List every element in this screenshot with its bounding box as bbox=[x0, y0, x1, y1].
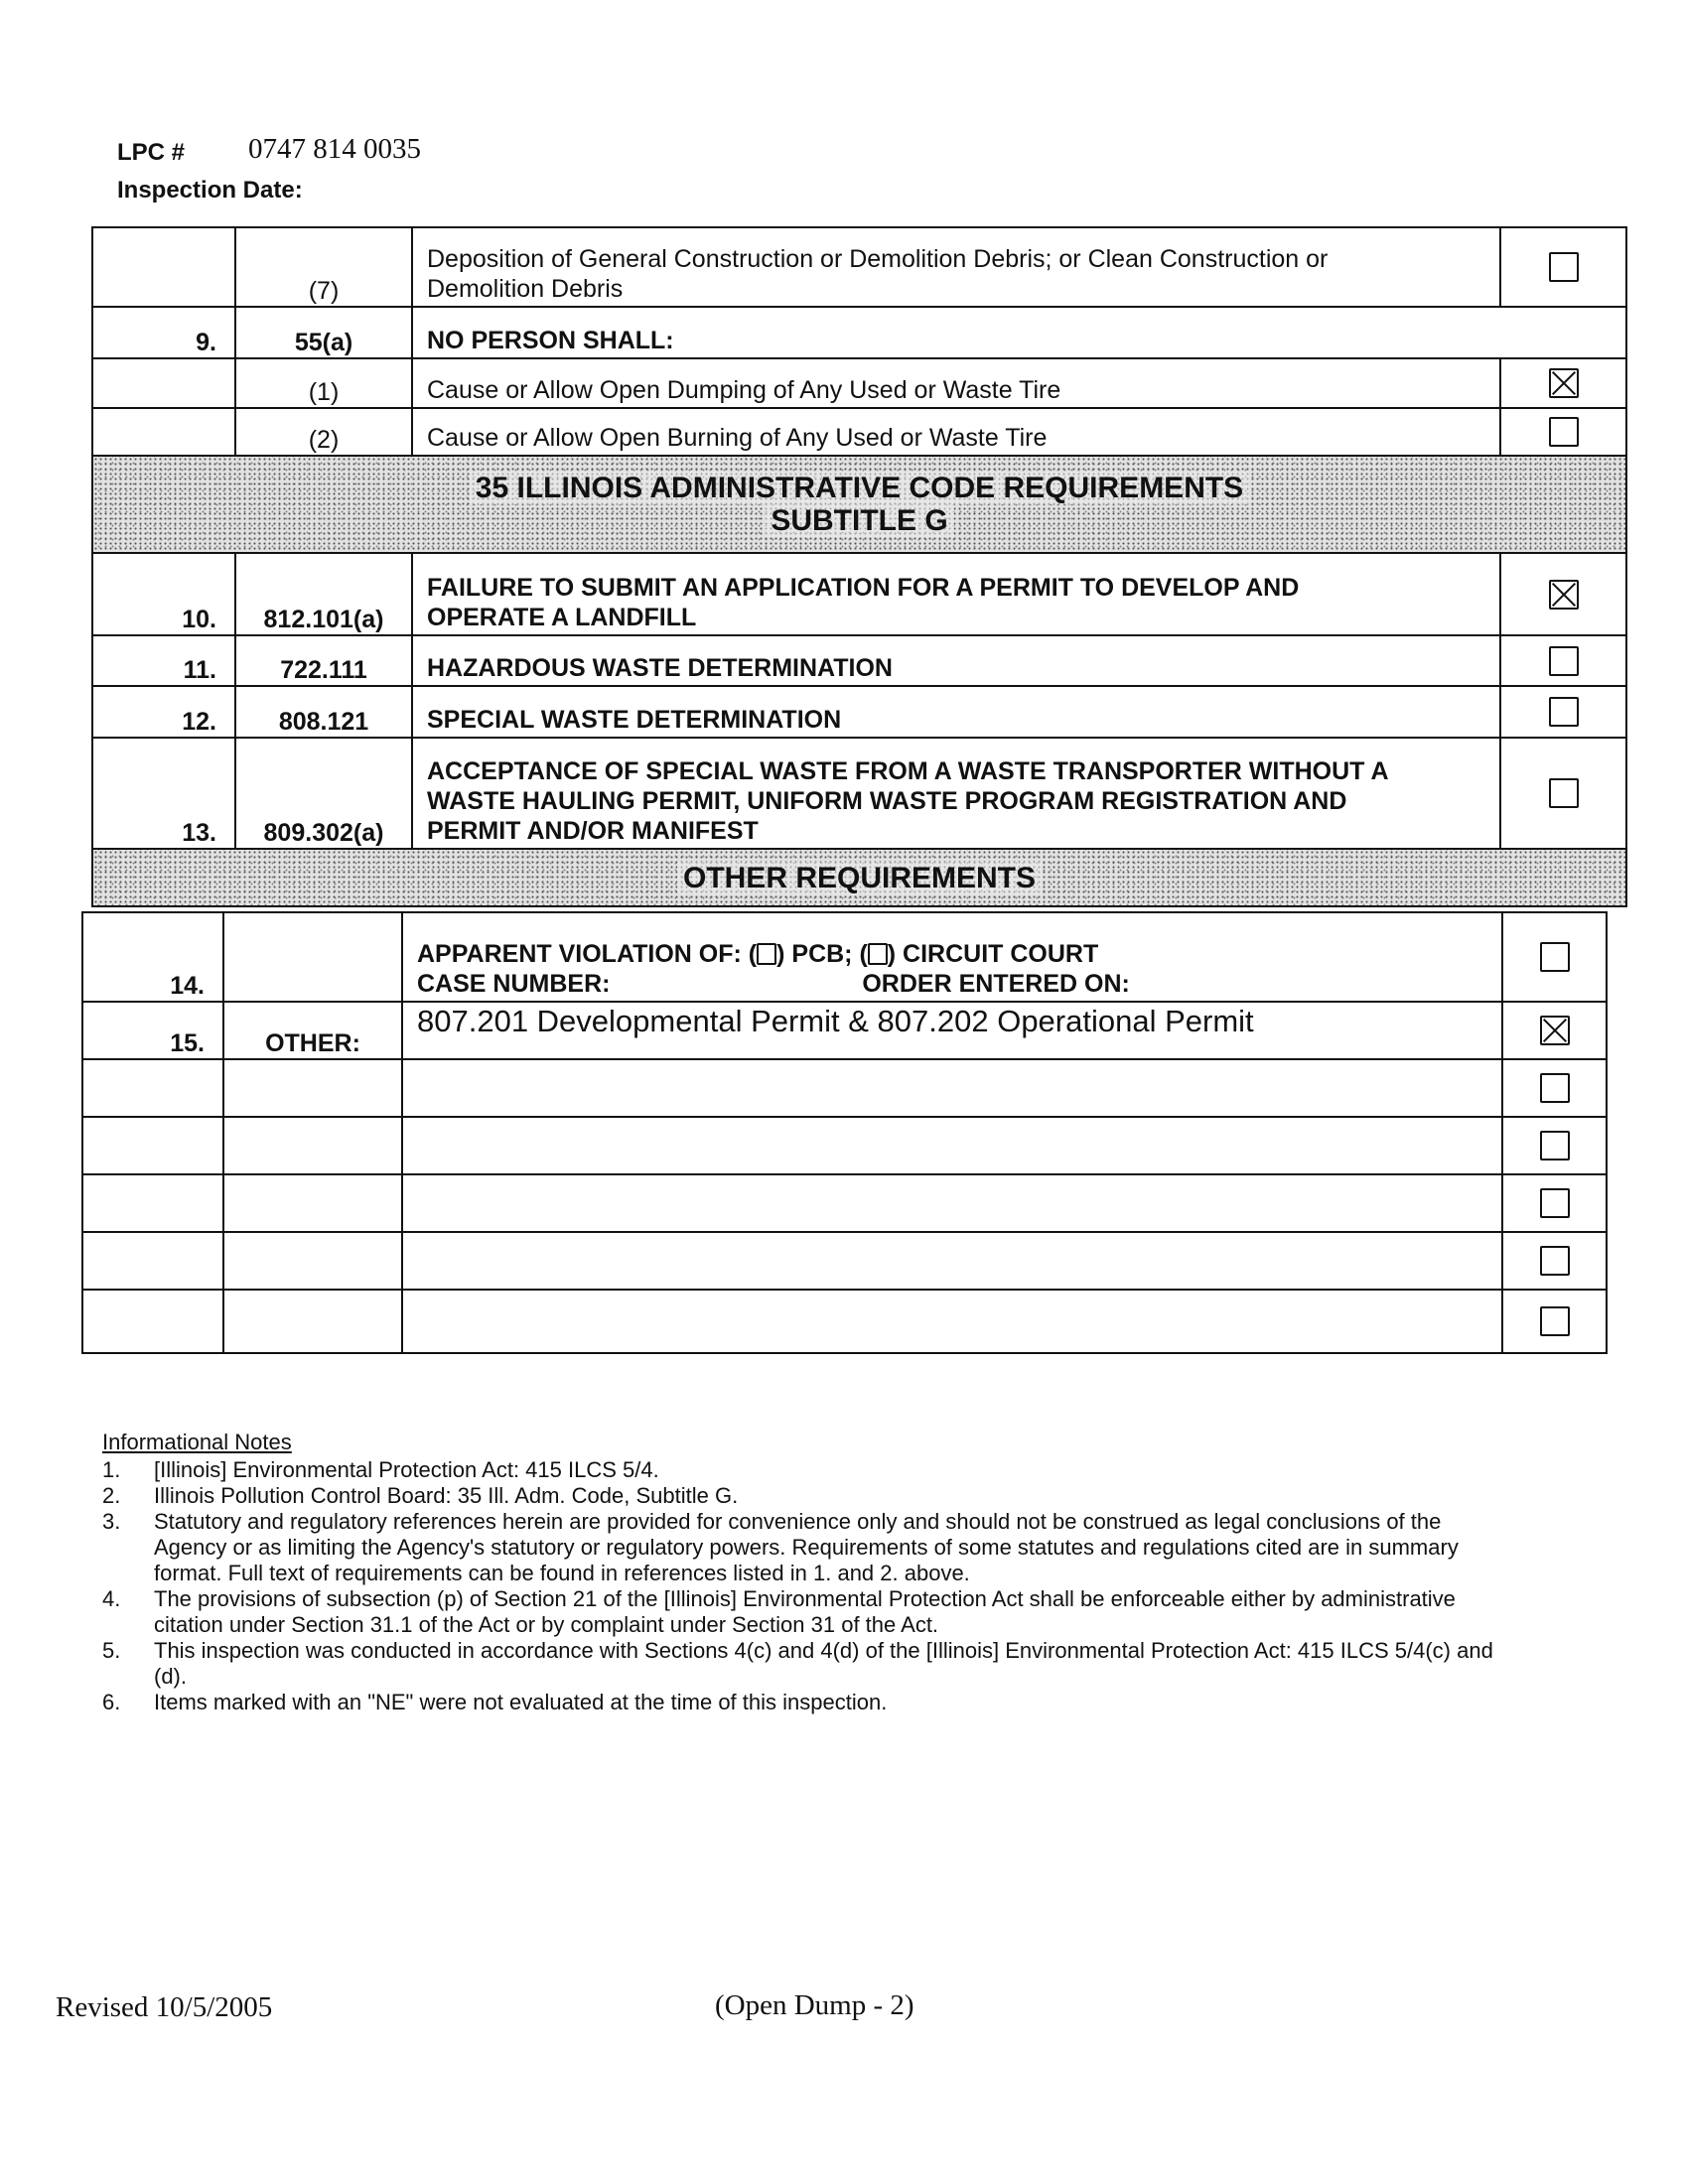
table-row bbox=[92, 307, 1626, 358]
list-item bbox=[102, 1638, 1512, 1690]
page-label: (Open Dump - 2) bbox=[715, 1989, 914, 2021]
table-row bbox=[82, 1232, 1607, 1290]
section-ref: (7) bbox=[235, 227, 412, 307]
row-number bbox=[92, 227, 235, 307]
requirement-description bbox=[412, 738, 1500, 849]
table-row bbox=[92, 358, 1626, 408]
table-row bbox=[82, 912, 1607, 1002]
violation-checkbox-checked[interactable] bbox=[1549, 368, 1579, 398]
banner-title: OTHER REQUIREMENTS bbox=[677, 862, 1042, 894]
table-row bbox=[92, 227, 1626, 307]
requirement-description: Cause or Allow Open Burning of Any Used or Waste Tire bbox=[412, 408, 1500, 456]
table-row bbox=[82, 1174, 1607, 1232]
checkbox-cell bbox=[1500, 408, 1626, 456]
violation-checkbox[interactable] bbox=[1540, 1073, 1570, 1103]
violation-checkbox[interactable] bbox=[1540, 1246, 1570, 1276]
section-ref: 809.302(a) bbox=[235, 738, 412, 849]
note-number: 6. bbox=[102, 1690, 121, 1714]
pcb-checkbox[interactable] bbox=[757, 943, 776, 965]
section-ref: 812.101(a) bbox=[235, 553, 412, 635]
inspection-date-label: Inspection Date: bbox=[117, 177, 303, 204]
checkbox-cell bbox=[1502, 1059, 1607, 1117]
case-line bbox=[417, 969, 1487, 999]
table-row bbox=[92, 686, 1626, 738]
violation-checkbox[interactable] bbox=[1549, 778, 1579, 808]
informational-notes bbox=[102, 1430, 1512, 1715]
checkbox-cell bbox=[1502, 1117, 1607, 1174]
note-text: Items marked with an "NE" were not evaluated at the time of this inspection. bbox=[154, 1690, 888, 1714]
violation-checkbox[interactable] bbox=[1549, 646, 1579, 676]
violation-checkbox[interactable] bbox=[1540, 1188, 1570, 1218]
row-number: 15. bbox=[82, 1002, 223, 1059]
row-number: 10. bbox=[92, 553, 235, 635]
table-row bbox=[82, 1002, 1607, 1059]
section-ref bbox=[223, 912, 402, 1002]
violation-checkbox[interactable] bbox=[1540, 1306, 1570, 1336]
order-entered-label: ORDER ENTERED ON: bbox=[862, 970, 1130, 998]
requirement-description: NO PERSON SHALL: bbox=[412, 307, 1626, 358]
requirement-description: HAZARDOUS WASTE DETERMINATION bbox=[412, 635, 1500, 686]
list-item bbox=[102, 1586, 1512, 1638]
checkbox-cell bbox=[1502, 1002, 1607, 1059]
row-number: 9. bbox=[92, 307, 235, 358]
note-text: Statutory and regulatory references herein are provided for convenience only and should not be construed as legal conclusions of the Agency or as limiting the Agency's statutory or regulatory powers. Requirements of some statutes and regulations cited are in summary format. Full text of requirements can be found in references listed in 1. and 2. above. bbox=[154, 1509, 1459, 1585]
violation-checkbox-checked[interactable] bbox=[1540, 1016, 1570, 1045]
table-row bbox=[92, 408, 1626, 456]
revised-date: Revised 10/5/2005 bbox=[56, 1991, 273, 2023]
requirement-description bbox=[402, 912, 1502, 1002]
note-text: The provisions of subsection (p) of Section 21 of the [Illinois] Environmental Protection Act shall be enforceable either by administrative citation under Section 31.1 of the Act or by complaint under Section 31 of the Act. bbox=[154, 1586, 1456, 1637]
list-item bbox=[102, 1457, 1512, 1483]
note-text: [Illinois] Environmental Protection Act: 415 ILCS 5/4. bbox=[154, 1457, 659, 1482]
description-line: FAILURE TO SUBMIT AN APPLICATION FOR A PERMIT TO DEVELOP AND bbox=[427, 574, 1300, 602]
note-number: 1. bbox=[102, 1457, 121, 1482]
apparent-violation-line bbox=[417, 939, 1487, 969]
list-item bbox=[102, 1509, 1512, 1586]
table-row bbox=[92, 553, 1626, 635]
checkbox-cell bbox=[1502, 1174, 1607, 1232]
section-ref: 55(a) bbox=[235, 307, 412, 358]
checkbox-cell bbox=[1500, 227, 1626, 307]
other-requirements-table bbox=[81, 911, 1608, 1354]
note-number: 3. bbox=[102, 1509, 121, 1534]
circuit-court-checkbox[interactable] bbox=[868, 943, 888, 965]
apparent-violation-label: APPARENT VIOLATION OF: ( bbox=[417, 940, 758, 968]
violation-checkbox[interactable] bbox=[1549, 252, 1579, 282]
lpc-label: LPC # bbox=[117, 139, 186, 166]
description-line: PERMIT AND/OR MANIFEST bbox=[427, 817, 759, 845]
section-banner bbox=[92, 456, 1626, 553]
notes-list bbox=[102, 1457, 1512, 1715]
violation-checkbox[interactable] bbox=[1540, 1131, 1570, 1160]
note-number: 4. bbox=[102, 1586, 121, 1611]
note-text: This inspection was conducted in accordance with Sections 4(c) and 4(d) of the [Illinois] Environmental Protection Act: 415 ILCS 5/4(c) and (d). bbox=[154, 1638, 1493, 1689]
lpc-number: 0747 814 0035 bbox=[248, 133, 421, 165]
table-row bbox=[92, 738, 1626, 849]
description-line: Demolition Debris bbox=[427, 275, 624, 303]
requirement-description bbox=[412, 553, 1500, 635]
banner-subtitle: SUBTITLE G bbox=[765, 504, 953, 537]
notes-title: Informational Notes bbox=[102, 1430, 292, 1454]
section-ref: (2) bbox=[235, 408, 412, 456]
note-text: Illinois Pollution Control Board: 35 Ill. Adm. Code, Subtitle G. bbox=[154, 1483, 739, 1508]
other-violation-entry: 807.201 Developmental Permit & 807.202 Operational Permit bbox=[402, 1002, 1502, 1059]
circuit-court-label: ) CIRCUIT COURT bbox=[887, 940, 1099, 968]
list-item bbox=[102, 1690, 1512, 1715]
description-line: Deposition of General Construction or Demolition Debris; or Clean Construction or bbox=[427, 245, 1329, 273]
checkbox-cell bbox=[1500, 358, 1626, 408]
checkbox-cell bbox=[1500, 738, 1626, 849]
checkbox-cell bbox=[1502, 1232, 1607, 1290]
table-row bbox=[82, 1117, 1607, 1174]
requirements-table bbox=[91, 226, 1627, 907]
note-number: 2. bbox=[102, 1483, 121, 1508]
checkbox-cell bbox=[1502, 912, 1607, 1002]
checkbox-cell bbox=[1500, 686, 1626, 738]
case-number-label: CASE NUMBER: bbox=[417, 970, 611, 998]
checkbox-cell bbox=[1500, 635, 1626, 686]
description-line: ACCEPTANCE OF SPECIAL WASTE FROM A WASTE TRANSPORTER WITHOUT A bbox=[427, 757, 1389, 785]
section-banner bbox=[92, 849, 1626, 906]
section-ref: (1) bbox=[235, 358, 412, 408]
note-number: 5. bbox=[102, 1638, 121, 1663]
table-row bbox=[82, 1059, 1607, 1117]
row-number: 13. bbox=[92, 738, 235, 849]
row-number: 11. bbox=[92, 635, 235, 686]
requirement-description: SPECIAL WASTE DETERMINATION bbox=[412, 686, 1500, 738]
requirement-description: Cause or Allow Open Dumping of Any Used or Waste Tire bbox=[412, 358, 1500, 408]
section-ref: 722.111 bbox=[235, 635, 412, 686]
violation-checkbox[interactable] bbox=[1549, 697, 1579, 727]
description-line: WASTE HAULING PERMIT, UNIFORM WASTE PROGRAM REGISTRATION AND bbox=[427, 787, 1347, 815]
description-line: OPERATE A LANDFILL bbox=[427, 604, 697, 631]
table-row bbox=[92, 635, 1626, 686]
section-ref: OTHER: bbox=[223, 1002, 402, 1059]
row-number bbox=[92, 358, 235, 408]
checkbox-cell bbox=[1500, 553, 1626, 635]
section-ref: 808.121 bbox=[235, 686, 412, 738]
violation-checkbox[interactable] bbox=[1540, 942, 1570, 972]
violation-checkbox[interactable] bbox=[1549, 417, 1579, 447]
requirement-description bbox=[412, 227, 1500, 307]
list-item bbox=[102, 1483, 1512, 1509]
row-number: 12. bbox=[92, 686, 235, 738]
row-number: 14. bbox=[82, 912, 223, 1002]
checkbox-cell bbox=[1502, 1290, 1607, 1353]
pcb-label: ) PCB; ( bbox=[776, 940, 868, 968]
violation-checkbox-checked[interactable] bbox=[1549, 580, 1579, 610]
banner-title: 35 ILLINOIS ADMINISTRATIVE CODE REQUIREMENTS bbox=[470, 472, 1249, 504]
row-number bbox=[92, 408, 235, 456]
table-row bbox=[82, 1290, 1607, 1353]
